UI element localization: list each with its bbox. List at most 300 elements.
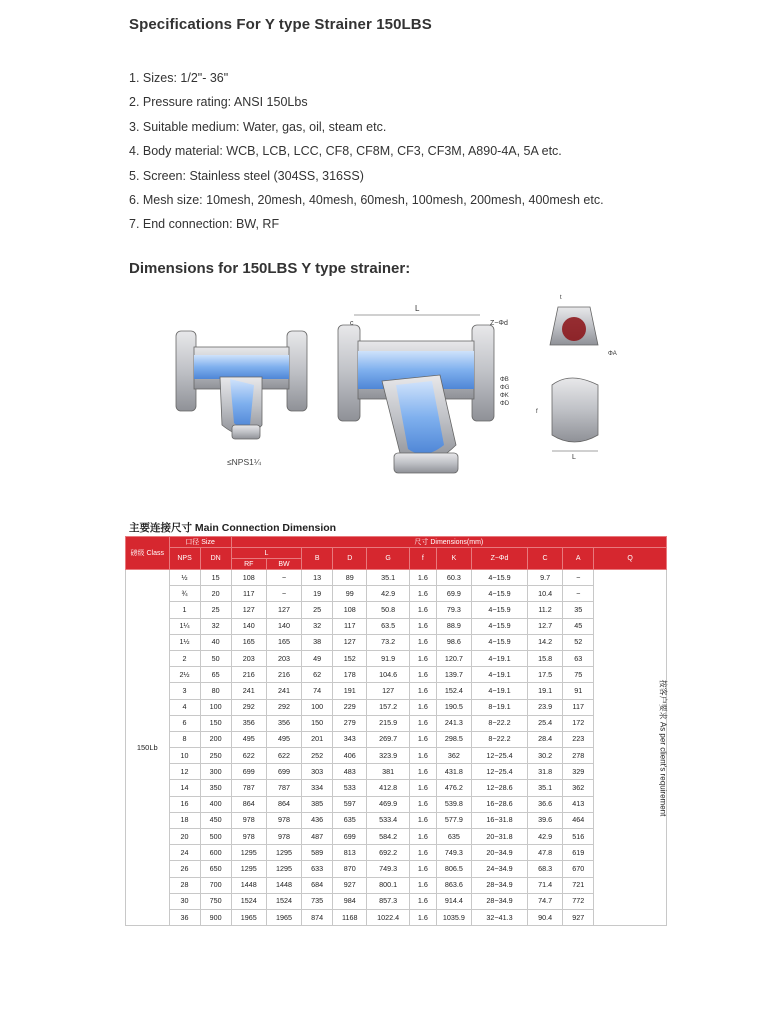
- table-cell: 65: [200, 667, 231, 683]
- header-f: f: [409, 548, 436, 570]
- table-row: [126, 893, 667, 909]
- table-cell: 984: [333, 893, 367, 909]
- table-cell: 749.3: [436, 845, 471, 861]
- table-cell: 8−22.2: [472, 715, 528, 731]
- table-cell: 4−15.9: [472, 618, 528, 634]
- table-row: [126, 748, 667, 764]
- table-cell: 487: [302, 829, 333, 845]
- table-cell: 45: [563, 618, 594, 634]
- table-cell: 49: [302, 650, 333, 666]
- table-cell: 117: [231, 586, 266, 602]
- table-cell: 63: [563, 650, 594, 666]
- header-nps: NPS: [169, 548, 200, 570]
- table-cell: 30.2: [527, 748, 562, 764]
- table-cell: 223: [563, 731, 594, 747]
- table-cell: 127: [231, 602, 266, 618]
- table-cell: 787: [266, 780, 301, 796]
- table-cell: 140: [231, 618, 266, 634]
- table-cell: 699: [333, 829, 367, 845]
- table-cell: 62: [302, 667, 333, 683]
- table-cell: 73.2: [367, 634, 409, 650]
- table-cell: 1.6: [409, 845, 436, 861]
- table-cell: 4−19.1: [472, 667, 528, 683]
- table-row: [126, 683, 667, 699]
- table-cell: 1295: [266, 845, 301, 861]
- table-cell: 108: [333, 602, 367, 618]
- table-cell: 978: [266, 812, 301, 828]
- table-cell: 100: [200, 699, 231, 715]
- table-cell: 2: [169, 650, 200, 666]
- table-cell: 1: [169, 602, 200, 618]
- header-size: 口径 Size: [169, 537, 231, 548]
- strainer-drawing: [150, 285, 650, 485]
- header-d: D: [333, 548, 367, 570]
- table-row: [126, 829, 667, 845]
- table-cell: 32−41.3: [472, 909, 528, 925]
- table-row: [126, 731, 667, 747]
- table-cell: 269.7: [367, 731, 409, 747]
- table-cell: 787: [231, 780, 266, 796]
- table-cell: 150: [200, 715, 231, 731]
- table-cell: 69.9: [436, 586, 471, 602]
- table-cell: 104.6: [367, 667, 409, 683]
- table-cell: 35.1: [527, 780, 562, 796]
- table-cell: 495: [231, 731, 266, 747]
- table-cell: 1.6: [409, 634, 436, 650]
- table-cell: 1.6: [409, 764, 436, 780]
- table-cell: 381: [367, 764, 409, 780]
- table-cell: 4−19.1: [472, 650, 528, 666]
- table-cell: 1.6: [409, 602, 436, 618]
- table-cell: 12−25.4: [472, 748, 528, 764]
- table-cell: 450: [200, 812, 231, 828]
- table-cell: 870: [333, 861, 367, 877]
- table-cell: 533: [333, 780, 367, 796]
- table-cell: 8−22.2: [472, 731, 528, 747]
- table-cell: 619: [563, 845, 594, 861]
- header-q: Q: [594, 548, 667, 570]
- table-cell: 157.2: [367, 699, 409, 715]
- table-cell: 6: [169, 715, 200, 731]
- table-cell: 292: [231, 699, 266, 715]
- table-cell: 692.2: [367, 845, 409, 861]
- table-cell: 362: [563, 780, 594, 796]
- table-cell: 298.5: [436, 731, 471, 747]
- table-cell: 117: [563, 699, 594, 715]
- table-cell: 292: [266, 699, 301, 715]
- table-cell: 806.5: [436, 861, 471, 877]
- table-cell: 28: [169, 877, 200, 893]
- table-cell: 91.9: [367, 650, 409, 666]
- table-row: [126, 861, 667, 877]
- table-cell: 216: [231, 667, 266, 683]
- table-cell: 978: [231, 829, 266, 845]
- table-cell: 32: [302, 618, 333, 634]
- table-row: [126, 764, 667, 780]
- table-cell: 813: [333, 845, 367, 861]
- dimension-label-z: Z−Φd: [490, 320, 508, 327]
- table-cell: 203: [266, 650, 301, 666]
- table-cell: 857.3: [367, 893, 409, 909]
- table-cell: 927: [333, 877, 367, 893]
- table-cell: 1.6: [409, 796, 436, 812]
- table-cell: 38: [302, 634, 333, 650]
- table-cell: 2½: [169, 667, 200, 683]
- table-cell: 31.8: [527, 764, 562, 780]
- spec-title: Specifications For Y type Strainer 150LBS: [129, 16, 432, 33]
- table-cell: 1.6: [409, 699, 436, 715]
- table-row: [126, 650, 667, 666]
- spec-item: 2. Pressure rating: ANSI 150Lbs: [129, 95, 308, 110]
- table-cell: 35.1: [367, 570, 409, 586]
- spec-item: 1. Sizes: 1/2"- 36": [129, 71, 229, 85]
- table-cell: 12−25.4: [472, 764, 528, 780]
- spec-list: [129, 66, 604, 237]
- table-cell: 178: [333, 667, 367, 683]
- table-cell: 1168: [333, 909, 367, 925]
- table-cell: 24−34.9: [472, 861, 528, 877]
- table-cell: 16−31.8: [472, 812, 528, 828]
- table-row: [126, 845, 667, 861]
- table-cell: 1.6: [409, 748, 436, 764]
- table-cell: 215.9: [367, 715, 409, 731]
- dimension-table-wrapper: [125, 536, 667, 926]
- table-cell: 400: [200, 796, 231, 812]
- table-cell: 10: [169, 748, 200, 764]
- table-cell: 9.7: [527, 570, 562, 586]
- dimension-label-k: ΦK: [500, 393, 509, 399]
- header-c: C: [527, 548, 562, 570]
- table-cell: 362: [436, 748, 471, 764]
- table-cell: 12−28.6: [472, 780, 528, 796]
- header-zd: Z−Φd: [472, 548, 528, 570]
- table-cell: 412.8: [367, 780, 409, 796]
- table-cell: 152: [333, 650, 367, 666]
- table-cell: 68.3: [527, 861, 562, 877]
- table-row: [126, 634, 667, 650]
- table-cell: 190.5: [436, 699, 471, 715]
- table-cell: 1965: [266, 909, 301, 925]
- table-cell: 4: [169, 699, 200, 715]
- table-row: [126, 667, 667, 683]
- table-cell: 36: [169, 909, 200, 925]
- table-cell: 120.7: [436, 650, 471, 666]
- table-cell: 350: [200, 780, 231, 796]
- table-cell: 60.3: [436, 570, 471, 586]
- table-cell: 1.6: [409, 812, 436, 828]
- table-cell: −: [266, 586, 301, 602]
- q-note: 按客户要求 As per client's requirement: [658, 679, 668, 816]
- table-cell: 1.6: [409, 650, 436, 666]
- table-row: [126, 715, 667, 731]
- table-cell: 483: [333, 764, 367, 780]
- table-cell: 385: [302, 796, 333, 812]
- table-cell: 99: [333, 586, 367, 602]
- table-cell: 1.6: [409, 570, 436, 586]
- table-cell: 63.5: [367, 618, 409, 634]
- table-cell: 533.4: [367, 812, 409, 828]
- table-cell: 329: [563, 764, 594, 780]
- table-cell: 20: [169, 829, 200, 845]
- table-cell: 98.6: [436, 634, 471, 650]
- table-cell: 584.2: [367, 829, 409, 845]
- header-a: A: [563, 548, 594, 570]
- table-cell: 721: [563, 877, 594, 893]
- table-title: 主要连接尺寸 Main Connection Dimension: [129, 522, 337, 534]
- table-cell: 117: [333, 618, 367, 634]
- table-cell: 633: [302, 861, 333, 877]
- table-cell: 279: [333, 715, 367, 731]
- table-cell: 495: [266, 731, 301, 747]
- table-cell: 14: [169, 780, 200, 796]
- table-cell: 241: [266, 683, 301, 699]
- table-cell: ¾: [169, 586, 200, 602]
- table-cell: 201: [302, 731, 333, 747]
- table-cell: 978: [231, 812, 266, 828]
- table-cell: 406: [333, 748, 367, 764]
- table-cell: 241: [231, 683, 266, 699]
- table-cell: 436: [302, 812, 333, 828]
- spec-item: 6. Mesh size: 10mesh, 20mesh, 40mesh, 60mesh, 100mesh, 200mesh, 400mesh etc.: [129, 192, 604, 207]
- table-cell: 927: [563, 909, 594, 925]
- header-dn: DN: [200, 548, 231, 570]
- table-cell: 12.7: [527, 618, 562, 634]
- table-cell: 303: [302, 764, 333, 780]
- table-cell: 4−19.1: [472, 683, 528, 699]
- table-cell: ½: [169, 570, 200, 586]
- table-cell: 600: [200, 845, 231, 861]
- figure-caption: ≤NPS1¼: [227, 457, 261, 467]
- header-k: K: [436, 548, 471, 570]
- table-cell: 28−34.9: [472, 893, 528, 909]
- table-body: [126, 570, 667, 926]
- header-l: L: [231, 548, 301, 559]
- table-row: [126, 796, 667, 812]
- spec-item: 5. Screen: Stainless steel (304SS, 316SS): [129, 168, 364, 183]
- table-cell: 343: [333, 731, 367, 747]
- table-cell: 4−15.9: [472, 602, 528, 618]
- table-row: [126, 586, 667, 602]
- detail-label-f: f: [536, 409, 538, 415]
- table-row: [126, 812, 667, 828]
- detail-label-a: ΦA: [608, 351, 617, 357]
- table-cell: 699: [231, 764, 266, 780]
- table-cell: 1.6: [409, 861, 436, 877]
- table-cell: 476.2: [436, 780, 471, 796]
- table-cell: 10.4: [527, 586, 562, 602]
- table-cell: 74.7: [527, 893, 562, 909]
- table-cell: 74: [302, 683, 333, 699]
- table-cell: 50: [200, 650, 231, 666]
- header-class: 磅级 Class: [126, 537, 170, 570]
- table-cell: 35: [563, 602, 594, 618]
- table-cell: 14.2: [527, 634, 562, 650]
- table-row: [126, 618, 667, 634]
- table-cell: 278: [563, 748, 594, 764]
- table-cell: 413: [563, 796, 594, 812]
- table-cell: 108: [231, 570, 266, 586]
- table-cell: 13: [302, 570, 333, 586]
- table-cell: 1295: [231, 845, 266, 861]
- header-bw: BW: [266, 559, 301, 570]
- table-cell: 127: [333, 634, 367, 650]
- header-b: B: [302, 548, 333, 570]
- table-cell: 152.4: [436, 683, 471, 699]
- table-cell: 622: [266, 748, 301, 764]
- small-strainer-view: [176, 331, 307, 439]
- table-cell: 16: [169, 796, 200, 812]
- table-cell: 50.8: [367, 602, 409, 618]
- table-cell: 250: [200, 748, 231, 764]
- table-cell: 32: [200, 618, 231, 634]
- table-cell: 1524: [266, 893, 301, 909]
- header-rf: RF: [231, 559, 266, 570]
- table-cell: 23.9: [527, 699, 562, 715]
- table-cell: 11.2: [527, 602, 562, 618]
- table-cell: 91: [563, 683, 594, 699]
- table-cell: 864: [266, 796, 301, 812]
- table-cell: 635: [333, 812, 367, 828]
- table-row: [126, 699, 667, 715]
- table-cell: 622: [231, 748, 266, 764]
- spec-item: 4. Body material: WCB, LCB, LCC, CF8, CF8M, CF3, CF3M, A890-4A, 5A etc.: [129, 144, 562, 159]
- table-cell: 127: [266, 602, 301, 618]
- table-cell: 1295: [231, 861, 266, 877]
- header-g: G: [367, 548, 409, 570]
- table-cell: 139.7: [436, 667, 471, 683]
- table-cell: 356: [266, 715, 301, 731]
- table-cell: 8: [169, 731, 200, 747]
- table-cell: 18: [169, 812, 200, 828]
- table-cell: 19.1: [527, 683, 562, 699]
- table-cell: 172: [563, 715, 594, 731]
- table-cell: 8−19.1: [472, 699, 528, 715]
- table-row: [126, 909, 667, 925]
- header-dimensions: 尺寸 Dimensions(mm): [231, 537, 666, 548]
- table-cell: 26: [169, 861, 200, 877]
- table-cell: 16−28.6: [472, 796, 528, 812]
- table-cell: 203: [231, 650, 266, 666]
- table-cell: 24: [169, 845, 200, 861]
- table-cell: 20−31.8: [472, 829, 528, 845]
- table-cell: 635: [436, 829, 471, 845]
- table-cell: 4−15.9: [472, 634, 528, 650]
- table-cell: 216: [266, 667, 301, 683]
- table-cell: 1965: [231, 909, 266, 925]
- table-cell: 1¼: [169, 618, 200, 634]
- table-cell: 12: [169, 764, 200, 780]
- table-cell: 356: [231, 715, 266, 731]
- table-cell: 589: [302, 845, 333, 861]
- table-cell: 19: [302, 586, 333, 602]
- table-cell: 15: [200, 570, 231, 586]
- table-cell: 200: [200, 731, 231, 747]
- table-row: [126, 602, 667, 618]
- table-cell: 42.9: [527, 829, 562, 845]
- dimension-label-c: c: [350, 320, 354, 327]
- class-cell: 150Lb: [126, 570, 170, 926]
- table-cell: 539.8: [436, 796, 471, 812]
- table-cell: 25: [200, 602, 231, 618]
- table-cell: 750: [200, 893, 231, 909]
- table-cell: 229: [333, 699, 367, 715]
- table-cell: 684: [302, 877, 333, 893]
- table-cell: 1.6: [409, 731, 436, 747]
- table-cell: 20−34.9: [472, 845, 528, 861]
- table-cell: 334: [302, 780, 333, 796]
- table-cell: 20: [200, 586, 231, 602]
- table-cell: 252: [302, 748, 333, 764]
- table-cell: 4−15.9: [472, 586, 528, 602]
- detail-label-l: L: [572, 454, 576, 461]
- table-cell: 88.9: [436, 618, 471, 634]
- table-cell: 1.6: [409, 909, 436, 925]
- table-cell: 140: [266, 618, 301, 634]
- table-cell: 1.6: [409, 667, 436, 683]
- dimension-label-d: ΦD: [500, 401, 510, 407]
- table-cell: 42.9: [367, 586, 409, 602]
- dimensions-title: Dimensions for 150LBS Y type strainer:: [129, 260, 411, 277]
- table-cell: 165: [266, 634, 301, 650]
- table-cell: 300: [200, 764, 231, 780]
- large-strainer-view: [338, 304, 510, 473]
- dimension-label-l: L: [415, 304, 420, 313]
- table-cell: 749.3: [367, 861, 409, 877]
- table-cell: 500: [200, 829, 231, 845]
- table-cell: 1.6: [409, 715, 436, 731]
- table-cell: 863.6: [436, 877, 471, 893]
- table-cell: 28−34.9: [472, 877, 528, 893]
- table-cell: 1.6: [409, 893, 436, 909]
- table-cell: 1.6: [409, 829, 436, 845]
- table-row: [126, 877, 667, 893]
- table-cell: 1.6: [409, 586, 436, 602]
- dimension-label-g: ΦG: [500, 385, 510, 391]
- table-cell: 165: [231, 634, 266, 650]
- table-cell: −: [266, 570, 301, 586]
- table-cell: 30: [169, 893, 200, 909]
- table-cell: −: [563, 586, 594, 602]
- table-cell: 464: [563, 812, 594, 828]
- table-cell: 700: [200, 877, 231, 893]
- table-cell: 699: [266, 764, 301, 780]
- table-cell: 1022.4: [367, 909, 409, 925]
- table-cell: 75: [563, 667, 594, 683]
- table-cell: 1524: [231, 893, 266, 909]
- table-cell: 4−15.9: [472, 570, 528, 586]
- table-cell: 28.4: [527, 731, 562, 747]
- table-cell: 1.6: [409, 780, 436, 796]
- table-cell: 864: [231, 796, 266, 812]
- table-cell: 597: [333, 796, 367, 812]
- table-cell: 1448: [266, 877, 301, 893]
- table-cell: 1448: [231, 877, 266, 893]
- table-cell: 1295: [266, 861, 301, 877]
- table-cell: 47.8: [527, 845, 562, 861]
- dimension-table: [125, 536, 667, 926]
- table-cell: 17.5: [527, 667, 562, 683]
- table-cell: 431.8: [436, 764, 471, 780]
- table-cell: 914.4: [436, 893, 471, 909]
- table-cell: 670: [563, 861, 594, 877]
- table-cell: 90.4: [527, 909, 562, 925]
- table-cell: 650: [200, 861, 231, 877]
- table-cell: 772: [563, 893, 594, 909]
- table-cell: 40: [200, 634, 231, 650]
- table-cell: 1.6: [409, 683, 436, 699]
- table-cell: 577.9: [436, 812, 471, 828]
- detail-label-t: t: [560, 295, 562, 301]
